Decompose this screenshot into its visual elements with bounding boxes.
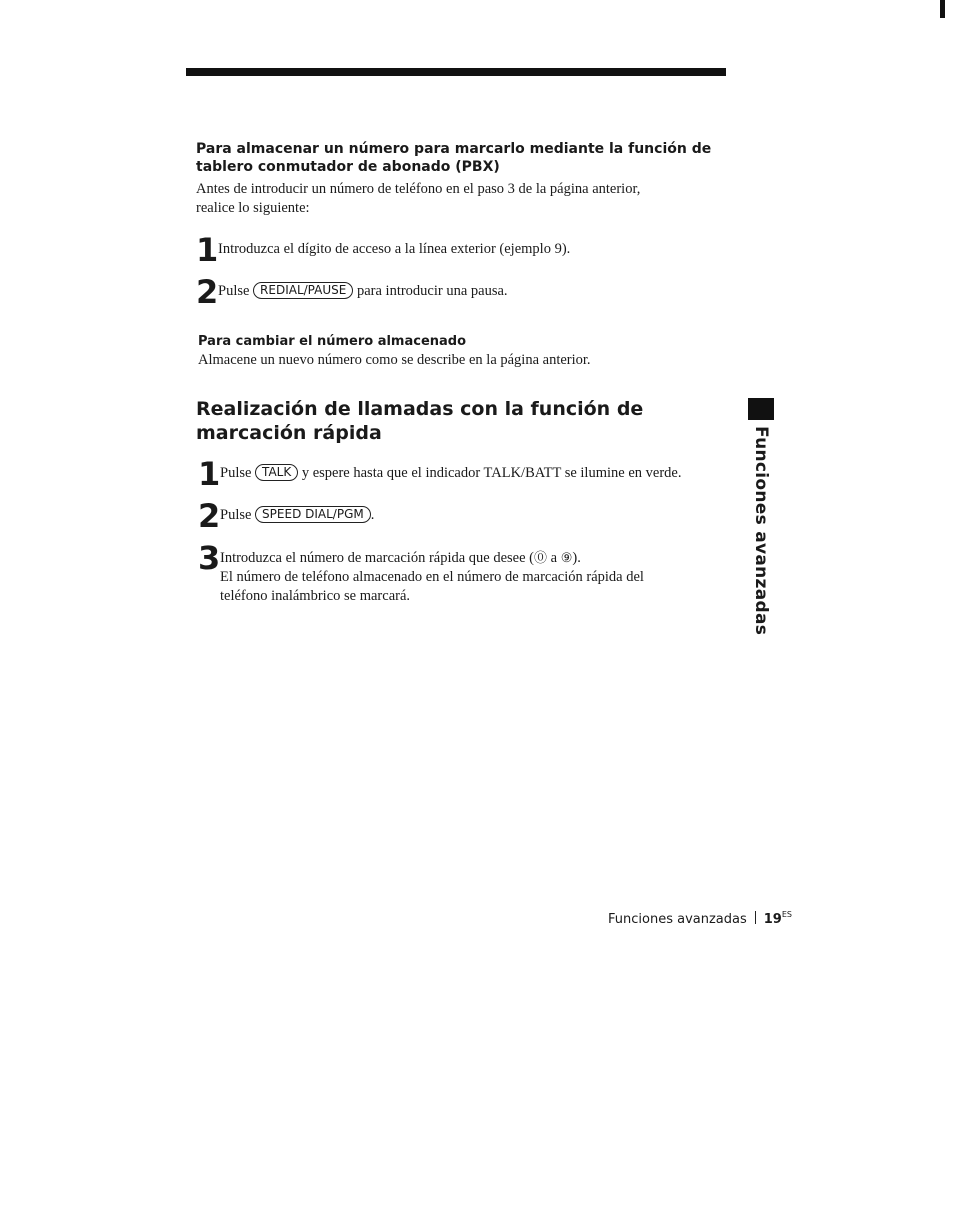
- corner-crop-mark: [940, 0, 945, 18]
- circled-zero-icon: ⓪: [534, 550, 548, 565]
- redial-pause-key: REDIAL/PAUSE: [253, 282, 353, 299]
- speed-step-3-text: [220, 548, 690, 606]
- speed-step-1-after: y espere hasta que el indicador TALK/BATT se ilumine en verde.: [301, 465, 682, 481]
- change-number-heading: Para cambiar el número almacenado: [198, 334, 467, 349]
- pbx-step-2-after: para introducir una pausa.: [356, 283, 508, 299]
- talk-key: TALK: [255, 464, 298, 481]
- side-tab-label: Funciones avanzadas: [751, 426, 771, 636]
- footer-separator: [755, 911, 756, 924]
- pbx-step-2-before: Pulse: [218, 283, 250, 299]
- footer-section: Funciones avanzadas: [608, 912, 747, 927]
- circled-nine-icon: ⑨: [560, 550, 573, 565]
- pbx-step-1-number: 1: [196, 231, 219, 269]
- speed-step-1-number: 1: [198, 455, 221, 493]
- speed-step-2-before: Pulse: [220, 507, 252, 523]
- speed-dial-pgm-key: SPEED DIAL/PGM: [255, 506, 371, 523]
- speed-step-1-before: Pulse: [220, 465, 252, 481]
- speed-step-2-text: [220, 506, 374, 525]
- speed-dial-heading: Realización de llamadas con la función de marcación rápida: [196, 398, 644, 444]
- speed-step-1-text: [220, 464, 681, 483]
- speed-step-3-line1: Introduzca el número de marcación rápida que desee (⓪ a ⑨).: [220, 550, 581, 566]
- pbx-step-2-text: [218, 282, 508, 301]
- footer-lang-code: ES: [781, 910, 792, 919]
- pbx-heading: Para almacenar un número para marcarlo mediante la función de tablero conmutador de abonado (PBX): [196, 141, 712, 175]
- page-footer: [608, 906, 792, 929]
- footer-page-number: 19: [763, 912, 782, 927]
- pbx-intro: Antes de introducir un número de teléfono en el paso 3 de la página anterior, realice lo siguiente:: [196, 181, 641, 216]
- top-rule: [186, 68, 726, 76]
- change-number-text: Almacene un nuevo número como se describe en la página anterior.: [198, 352, 591, 368]
- speed-step-3-line2: El número de teléfono almacenado en el número de marcación rápida del teléfono inalámbrico se marcará.: [220, 569, 644, 604]
- pbx-step-2-number: 2: [196, 273, 219, 311]
- speed-step-3-number: 3: [198, 539, 221, 577]
- pbx-step-1-text: Introduzca el dígito de acceso a la línea exterior (ejemplo 9).: [218, 241, 571, 257]
- side-tab-marker: [748, 398, 774, 420]
- speed-step-2-after: .: [370, 507, 375, 523]
- speed-step-2-number: 2: [198, 497, 221, 535]
